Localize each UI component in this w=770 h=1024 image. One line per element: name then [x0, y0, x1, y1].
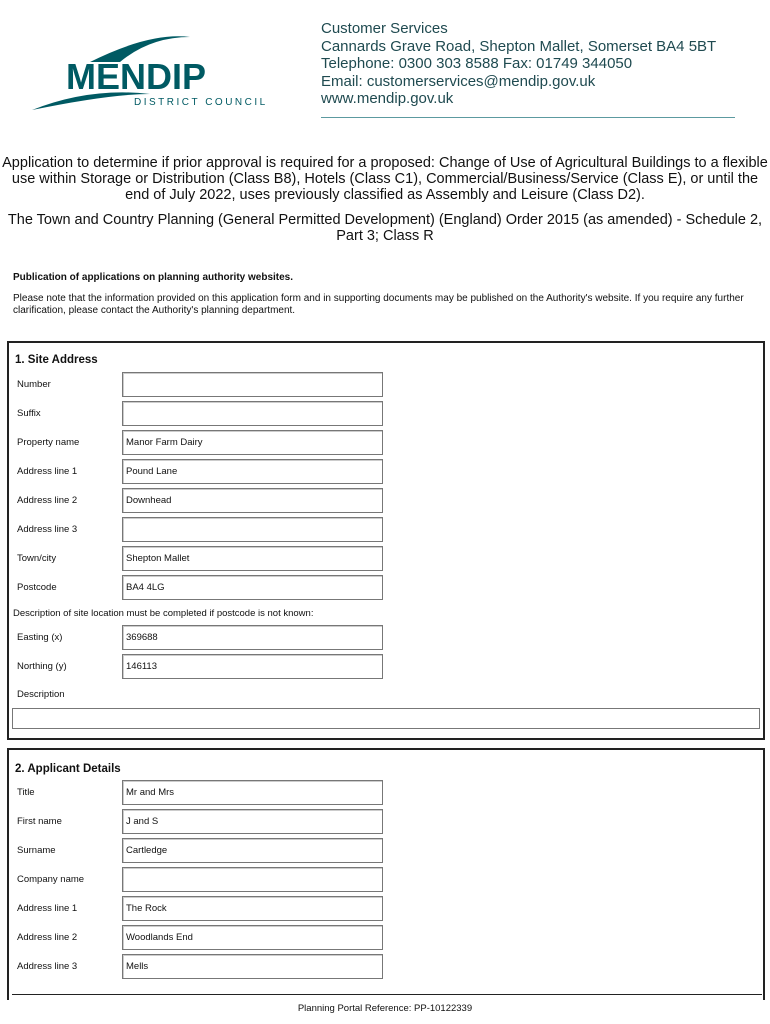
field-label: Suffix: [17, 408, 41, 419]
publication-text: Please note that the information provided on this application form and in supporting documents may be published on the Authority's website. If you require any further clarification, please contact the Authority's planning department.: [13, 293, 744, 316]
field-input[interactable]: [122, 372, 383, 397]
field-input[interactable]: [122, 401, 383, 426]
field-label: First name: [17, 816, 62, 827]
field-input[interactable]: Pound Lane: [122, 459, 383, 484]
field-input[interactable]: 369688: [122, 625, 383, 650]
field-input[interactable]: Mells: [122, 954, 383, 979]
field-input[interactable]: 146113: [122, 654, 383, 679]
field-label: Title: [17, 787, 35, 798]
field-input[interactable]: Woodlands End: [122, 925, 383, 950]
field-input[interactable]: [122, 867, 383, 892]
contact-line: www.mendip.gov.uk: [321, 90, 454, 107]
section-title: 2. Applicant Details: [15, 763, 121, 775]
field-input[interactable]: Manor Farm Dairy: [122, 430, 383, 455]
mendip-logo: [30, 32, 290, 112]
site-address-section: [7, 341, 765, 740]
field-input[interactable]: J and S: [122, 809, 383, 834]
field-label: Address line 1: [17, 466, 78, 477]
field-input[interactable]: The Rock: [122, 896, 383, 921]
section-title: 1. Site Address: [15, 354, 98, 366]
footer-reference: Planning Portal Reference: PP-10122339: [297, 1003, 473, 1014]
page-title: Application to determine if prior approval is required for a proposed: Change of Use of Agricultural Buildings to a flexible use within Storage or Distribution (Class B8), Hotels (Class C1), Commercial/Business/Service (Class E), or until the end of July 2022, uses previously classified as Assembly and Leisure (Class D2).: [2, 155, 768, 203]
description-label: Description: [17, 689, 65, 700]
page-subtitle: The Town and Country Planning (General Permitted Development) (England) Order 2015 (as amended) - Schedule 2, Part 3; Class R: [7, 212, 763, 244]
field-input[interactable]: Cartledge: [122, 838, 383, 863]
contact-line: Telephone: 0300 303 8588 Fax: 01749 344050: [321, 55, 633, 72]
logo-subtext: DISTRICT COUNCIL: [134, 97, 268, 108]
field-label: Address line 1: [17, 903, 78, 914]
contact-info: [321, 20, 716, 108]
footer-divider: [12, 994, 762, 995]
field-input[interactable]: Mr and Mrs: [122, 780, 383, 805]
field-label: Easting (x): [17, 632, 63, 643]
field-label: Company name: [17, 874, 85, 885]
field-label: Surname: [17, 845, 56, 856]
contact-line: Email: customerservices@mendip.gov.uk: [321, 72, 596, 90]
field-input[interactable]: Downhead: [122, 488, 383, 513]
contact-line: Customer Services: [321, 20, 448, 37]
location-note: Description of site location must be completed if postcode is not known:: [13, 608, 314, 619]
field-label: Town/city: [17, 553, 57, 564]
contact-line: Cannards Grave Road, Shepton Mallet, Somerset BA4 5BT: [321, 37, 717, 55]
field-label: Address line 2: [17, 495, 78, 506]
field-input[interactable]: BA4 4LG: [122, 575, 383, 600]
field-label: Property name: [17, 437, 80, 448]
field-input[interactable]: [122, 517, 383, 542]
field-label: Northing (y): [17, 661, 67, 672]
field-label: Address line 3: [17, 961, 78, 972]
logo-text: MENDIP: [66, 56, 207, 97]
field-label: Postcode: [17, 582, 57, 593]
description-input[interactable]: [12, 708, 760, 729]
divider: [321, 117, 735, 118]
applicant-section: [7, 748, 765, 1000]
field-input[interactable]: Shepton Mallet: [122, 546, 383, 571]
field-label: Number: [17, 379, 51, 390]
field-label: Address line 2: [17, 932, 78, 943]
field-label: Address line 3: [17, 524, 78, 535]
publication-heading: Publication of applications on planning authority websites.: [13, 272, 294, 283]
